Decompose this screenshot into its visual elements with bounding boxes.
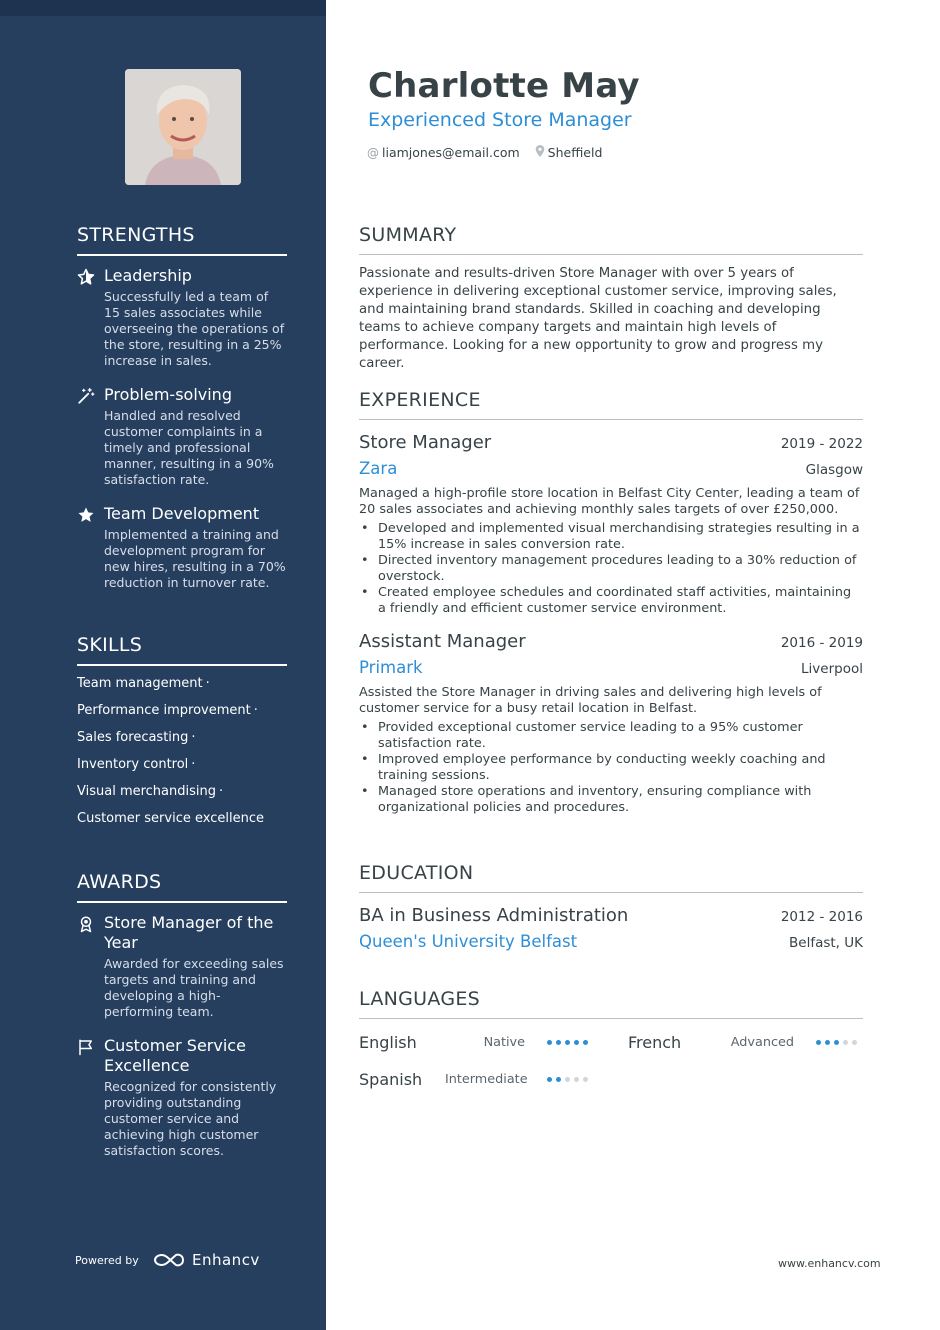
star-icon <box>77 506 95 524</box>
strength-item <box>77 385 287 488</box>
skill-item: Customer service excellence <box>77 811 264 826</box>
summary-text: Passionate and results-driven Store Manager with over 5 years of experience in delivering exceptional customer service, improving sales, and maintaining brand standards. Skilled in coaching and developing teams to achieve company targets and maintain high levels of performance. Looking for a new opportunity to grow and progress my career. <box>359 266 837 371</box>
award-title: Customer Service Excellence <box>104 1036 246 1075</box>
job-bullet: • Developed and implemented visual merchandising strategies resulting in a 15% increase in sales conversion rate. <box>359 521 863 553</box>
website-link[interactable]: www.enhancv.com <box>778 1257 881 1270</box>
summary-section <box>359 224 863 373</box>
proficiency-dot <box>574 1040 579 1045</box>
profile-photo <box>125 69 241 185</box>
school-location: Belfast, UK <box>789 935 863 951</box>
education-section <box>359 862 863 951</box>
job-dates: 2019 - 2022 <box>780 436 863 452</box>
proficiency-dot <box>556 1077 561 1082</box>
strengths-heading: STRENGTHS <box>77 224 287 256</box>
award-item <box>77 913 287 1020</box>
language-level: Intermediate <box>445 1072 528 1087</box>
experience-section <box>359 389 863 816</box>
education-entry <box>359 905 863 951</box>
infinity-logo-icon <box>154 1252 184 1268</box>
award-item <box>77 1036 287 1159</box>
job-dates: 2016 - 2019 <box>780 635 863 651</box>
proficiency-dot <box>843 1040 848 1045</box>
language-level: Advanced <box>730 1035 794 1050</box>
proficiency-dot <box>583 1077 588 1082</box>
awards-heading: AWARDS <box>77 871 287 903</box>
skill-item: Inventory control · <box>77 757 196 772</box>
proficiency-dot <box>547 1077 552 1082</box>
language-item <box>359 1070 594 1089</box>
location-pin-icon <box>535 145 545 160</box>
award-desc: Awarded for exceeding sales targets and training and developing a high-performing team. <box>104 956 284 1019</box>
proficiency-dots <box>816 1040 861 1045</box>
language-item <box>359 1033 594 1052</box>
experience-heading: EXPERIENCE <box>359 389 863 420</box>
summary-heading: SUMMARY <box>359 224 863 255</box>
education-dates: 2012 - 2016 <box>780 909 863 925</box>
job-bullet: • Managed store operations and inventory, ensuring compliance with organizational policies and procedures. <box>359 784 863 816</box>
language-level: Native <box>483 1035 525 1050</box>
skill-item: Performance improvement · <box>77 703 258 718</box>
strength-title: Problem-solving <box>104 385 232 404</box>
education-heading: EDUCATION <box>359 862 863 893</box>
language-name: French <box>628 1033 682 1052</box>
sidebar <box>0 0 326 1330</box>
job-bullets <box>359 720 863 816</box>
strengths-section <box>77 224 287 591</box>
magic-wand-icon <box>77 387 95 405</box>
job-bullet: • Improved employee performance by conducting weekly coaching and training sessions. <box>359 752 863 784</box>
proficiency-dot <box>556 1040 561 1045</box>
proficiency-dots <box>547 1077 592 1082</box>
proficiency-dots <box>547 1040 592 1045</box>
languages-section <box>359 988 863 1109</box>
contact-row <box>367 145 617 160</box>
company-name: Primark <box>359 658 423 677</box>
proficiency-dot <box>834 1040 839 1045</box>
language-item <box>628 1033 863 1052</box>
job-entry <box>359 631 863 816</box>
job-bullet: • Created employee schedules and coordinated staff activities, maintaining a friendly and efficient customer service environment. <box>359 585 863 617</box>
strength-item <box>77 504 287 591</box>
award-desc: Recognized for consistently providing outstanding customer service and achieving high customer satisfaction scores. <box>104 1079 277 1158</box>
job-location: Liverpool <box>801 661 863 677</box>
language-name: English <box>359 1033 417 1052</box>
location-contact <box>535 145 603 160</box>
award-title: Store Manager of the Year <box>104 913 274 952</box>
languages-grid <box>359 1029 863 1109</box>
job-entry <box>359 432 863 617</box>
degree-title: BA in Business Administration <box>359 905 629 926</box>
award-ribbon-icon <box>77 915 95 933</box>
strength-desc: Successfully led a team of 15 sales associates while overseeing the operations of the store, resulting in a 25% increase in sales. <box>104 289 285 368</box>
flag-icon <box>77 1038 95 1056</box>
strength-item <box>77 266 287 369</box>
skills-heading: SKILLS <box>77 634 287 666</box>
email-contact[interactable] <box>367 145 520 160</box>
skills-list <box>77 670 287 832</box>
job-description: Managed a high-profile store location in Belfast City Center, leading a team of 20 sales associates and achieving monthly sales targets of over £250,000. <box>359 486 860 517</box>
star-half-icon <box>77 268 95 286</box>
strength-desc: Implemented a training and development program for new hires, resulting in a 70% reduction in turnover rate. <box>104 527 286 590</box>
job-bullet: • Provided exceptional customer service leading to a 95% customer satisfaction rate. <box>359 720 863 752</box>
school-name: Queen's University Belfast <box>359 932 578 951</box>
strength-desc: Handled and resolved customer complaints in a timely and professional manner, resulting in a 90% satisfaction rate. <box>104 408 274 487</box>
job-title: Assistant Manager <box>359 631 526 652</box>
proficiency-dot <box>565 1040 570 1045</box>
company-name: Zara <box>359 459 398 478</box>
job-bullets <box>359 521 863 617</box>
strength-title: Team Development <box>104 504 260 523</box>
proficiency-dot <box>816 1040 821 1045</box>
job-location: Glasgow <box>805 462 863 478</box>
skill-item: Visual merchandising · <box>77 784 224 799</box>
email-text: liamjones@email.com <box>382 145 520 160</box>
proficiency-dot <box>574 1077 579 1082</box>
proficiency-dot <box>565 1077 570 1082</box>
skill-item: Team management · <box>77 676 210 691</box>
candidate-name: Charlotte May <box>368 66 640 106</box>
strength-title: Leadership <box>104 266 192 285</box>
job-bullet: • Directed inventory management procedures leading to a 30% reduction of overstock. <box>359 553 863 585</box>
powered-by-label: Powered by <box>75 1254 139 1267</box>
awards-section <box>77 871 287 1159</box>
brand-name: Enhancv <box>192 1251 260 1269</box>
at-sign-icon: @ <box>367 145 379 160</box>
proficiency-dot <box>583 1040 588 1045</box>
candidate-headline: Experienced Store Manager <box>368 109 632 131</box>
brand-logo[interactable] <box>154 1251 260 1269</box>
job-title: Store Manager <box>359 432 492 453</box>
skills-section <box>77 634 287 832</box>
proficiency-dot <box>825 1040 830 1045</box>
location-text: Sheffield <box>547 145 603 160</box>
languages-heading: LANGUAGES <box>359 988 863 1019</box>
sidebar-top-band <box>0 0 326 16</box>
language-name: Spanish <box>359 1070 423 1089</box>
proficiency-dot <box>852 1040 857 1045</box>
skill-item: Sales forecasting · <box>77 730 196 745</box>
proficiency-dot <box>547 1040 552 1045</box>
job-description: Assisted the Store Manager in driving sales and delivering high levels of customer service for a busy retail location in Belfast. <box>359 685 822 716</box>
